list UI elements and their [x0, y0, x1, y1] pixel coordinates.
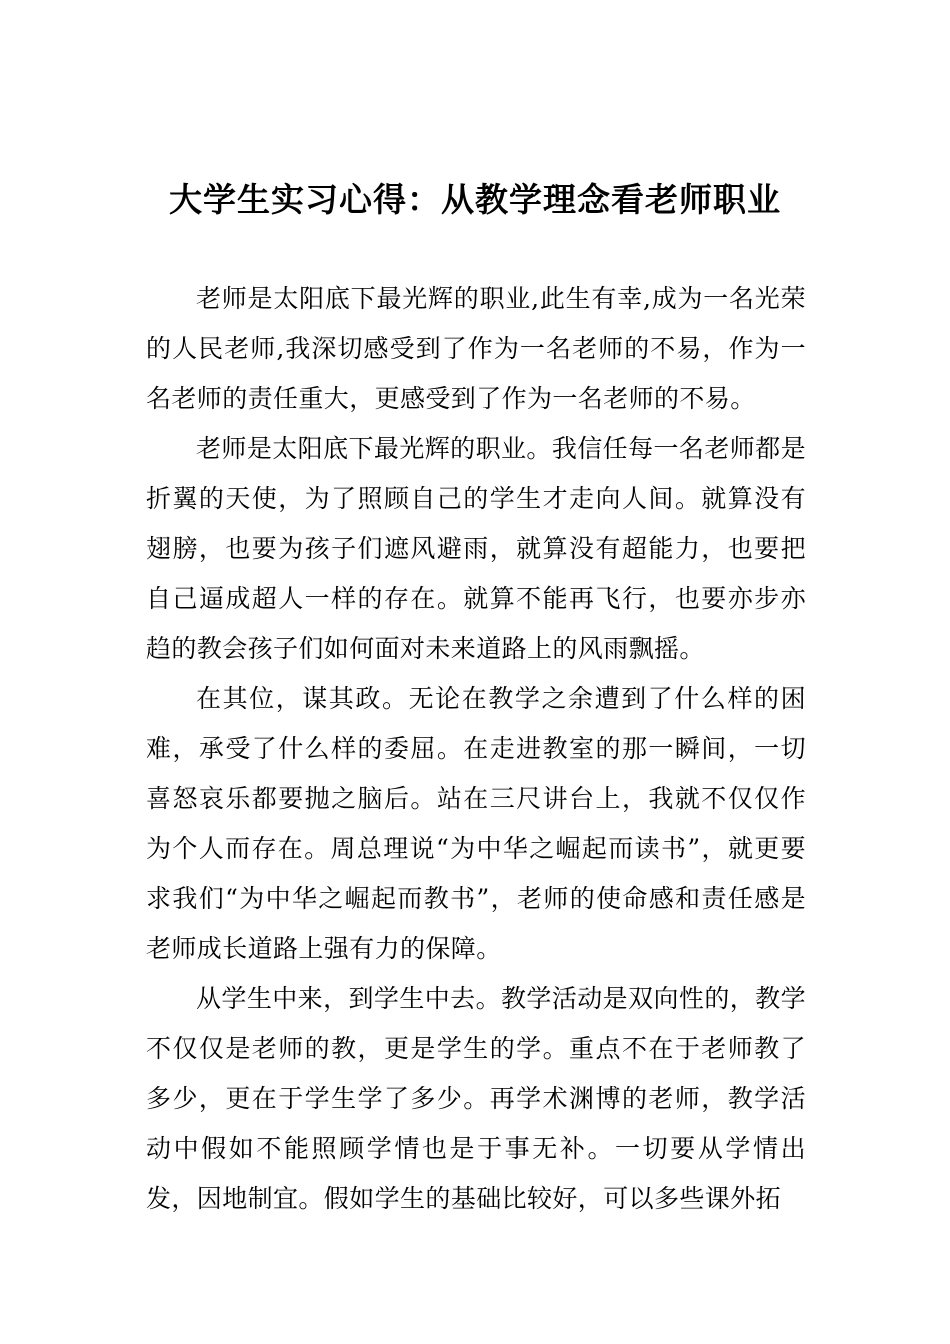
paragraph-4: 从学生中来，到学生中去。教学活动是双向性的，教学不仅仅是老师的教，更是学生的学。重点不在于老师教了多少，更在于学生学了多少。再学术渊博的老师，教学活动中假如不能照顾学情也是于事无补。一切要从学情出发，因地制宜。假如学生的基础比较好，可以多些课外拓: [146, 984, 806, 1213]
document-title: 大学生实习心得：从教学理念看老师职业: [169, 180, 781, 219]
paragraph-3: 在其位，谋其政。无论在教学之余遭到了什么样的困难，承受了什么样的委屈。在走进教室的那一瞬间，一切喜怒哀乐都要抛之脑后。站在三尺讲台上，我就不仅仅作为个人而存在。周总理说“为中华之崛起而读书”，就更要求我们“为中华之崛起而教书”，老师的使命感和责任感是老师成长道路上强有力的保障。: [146, 684, 806, 963]
paragraph-1: 老师是太阳底下最光辉的职业,此生有幸,成为一名光荣的人民老师,我深切感受到了作为一名老师的不易，作为一名老师的责任重大，更感受到了作为一名老师的不易。: [146, 284, 806, 413]
paragraph-2: 老师是太阳底下最光辉的职业。我信任每一名老师都是折翼的天使，为了照顾自己的学生才走向人间。就算没有翅膀，也要为孩子们遮风避雨，就算没有超能力，也要把自己逼成超人一样的存在。就算不能再飞行，也要亦步亦趋的教会孩子们如何面对未来道路上的风雨飘摇。: [146, 434, 806, 663]
document-body: [146, 274, 806, 1224]
